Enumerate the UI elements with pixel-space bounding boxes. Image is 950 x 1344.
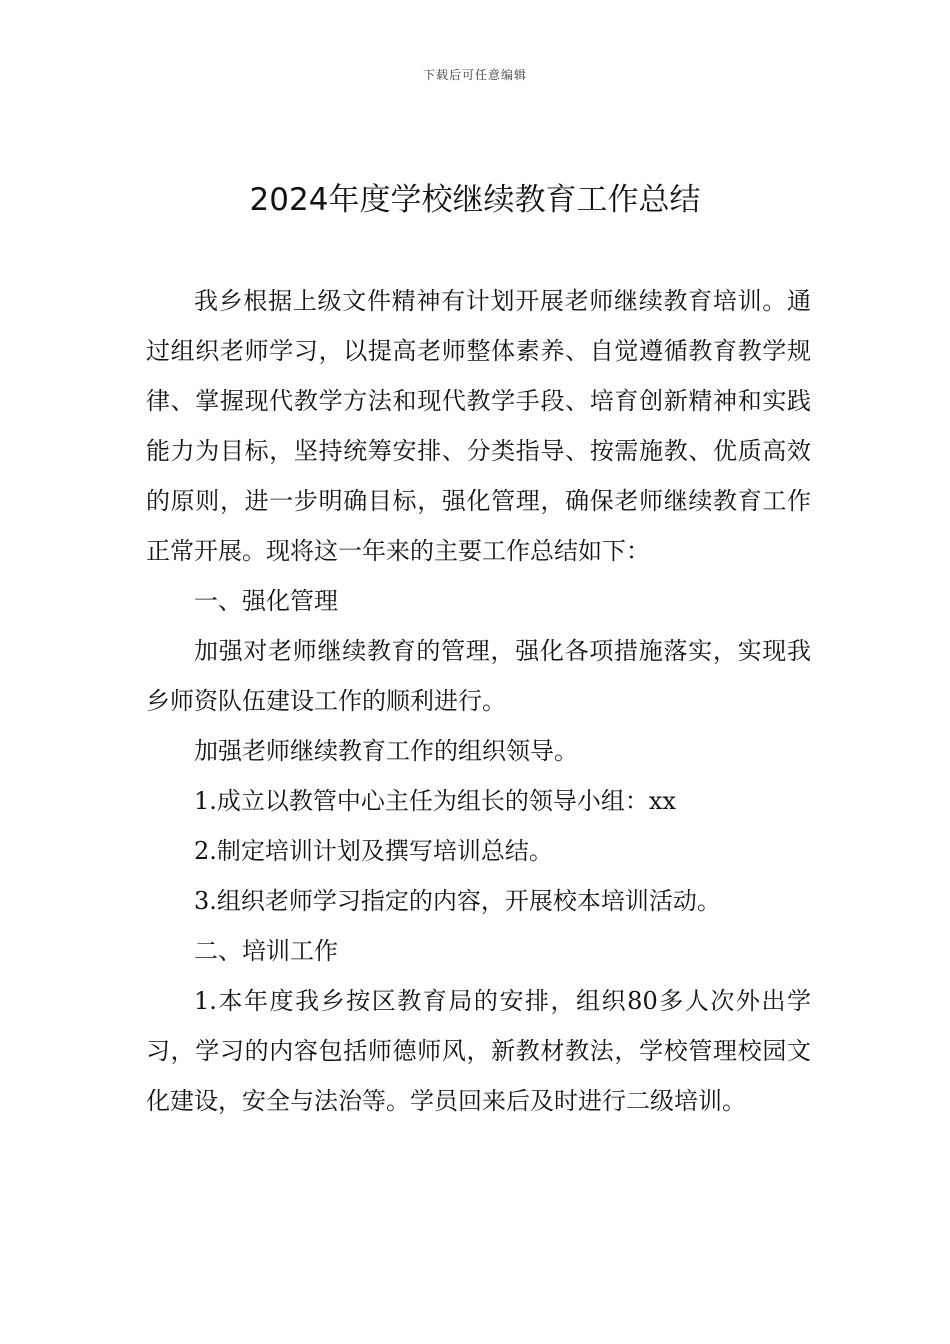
list-item: 1.本年度我乡按区教育局的安排，组织80多人次外出学习，学习的内容包括师德师风，新教材教法，学校管理校园文化建设，安全与法治等。学员回来后及时进行二级培训。 xyxy=(146,987,811,1115)
section-heading-1: 一、强化管理 xyxy=(194,587,338,615)
list-item: 1.成立以教管中心主任为组长的领导小组：xx xyxy=(194,787,676,815)
header-note: 下载后可任意编辑 xyxy=(422,68,527,82)
body-paragraph: 加强对老师继续教育的管理，强化各项措施落实，实现我乡师资队伍建设工作的顺利进行。 xyxy=(146,637,811,715)
section-heading-2: 二、培训工作 xyxy=(194,937,338,965)
intro-paragraph: 我乡根据上级文件精神有计划开展老师继续教育培训。通过组织老师学习，以提高老师整体素养、自觉遵循教育教学规律、掌握现代教学方法和现代教学手段、培育创新精神和实践能力为目标，坚持统筹安排、分类指导、按需施教、优质高效的原则，进一步明确目标，强化管理，确保老师继续教育工作正常开展。现将这一年来的主要工作总结如下： xyxy=(146,287,811,565)
document-body xyxy=(146,276,811,1126)
body-paragraph: 加强老师继续教育工作的组织领导。 xyxy=(194,737,578,765)
document-title: 2024年度学校继续教育工作总结 xyxy=(249,182,701,218)
list-item: 2.制定培训计划及撰写培训总结。 xyxy=(194,837,553,865)
list-item: 3.组织老师学习指定的内容，开展校本培训活动。 xyxy=(194,887,721,915)
